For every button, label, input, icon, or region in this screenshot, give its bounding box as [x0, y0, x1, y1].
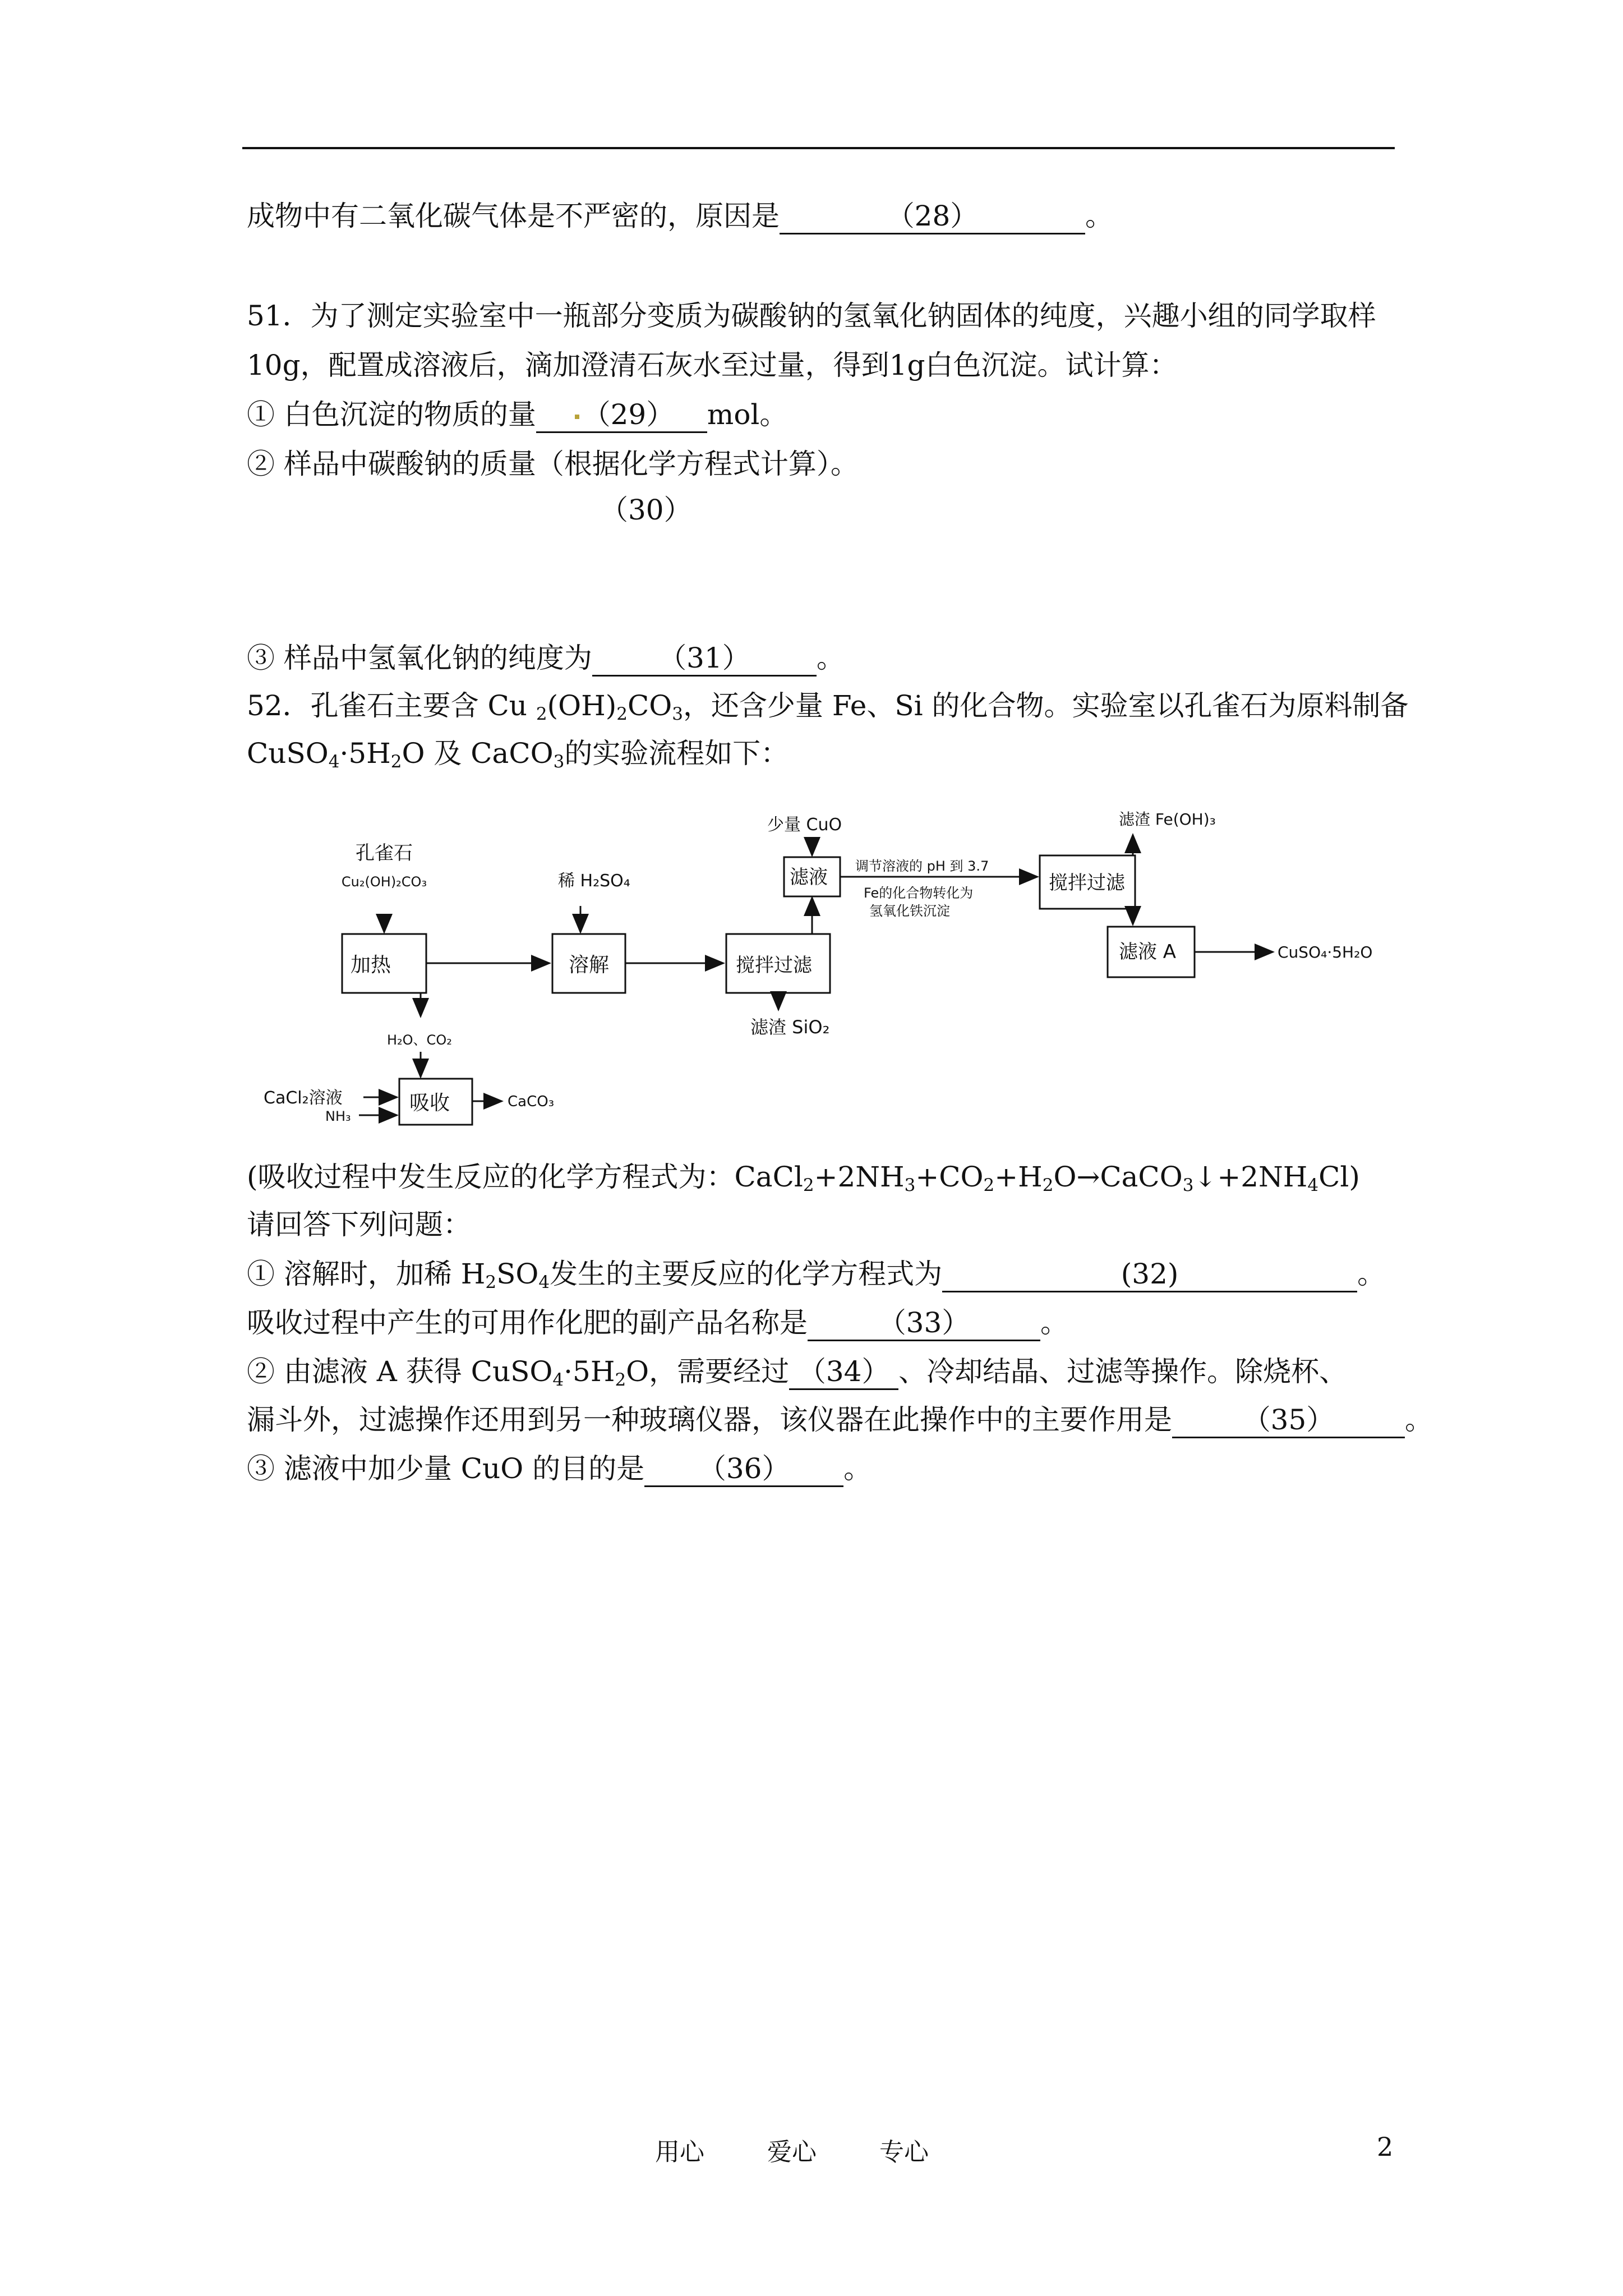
- flow-residue-sio2: 滤渣 SiO₂: [750, 1016, 830, 1038]
- flow-residue-feoh3: 滤渣 Fe(OH)₃: [1119, 810, 1216, 829]
- flow-product: CuSO₄·5H₂O: [1278, 943, 1373, 961]
- page-number: 2: [1377, 2132, 1394, 2162]
- footer-word-3: 专心: [879, 2138, 929, 2166]
- q51-intro-line1: 51．为了测定实验室中一瓶部分变质为碳酸钠的氢氧化钠固体的纯度，兴趣小组的同学取样: [247, 300, 1376, 332]
- stray-mark-dot: [575, 415, 579, 419]
- flow-fe-note1: Fe的化合物转化为: [864, 885, 974, 901]
- q50-tail-line: 成物中有二氧化碳气体是不严密的，原因是 （28） 。: [247, 197, 1113, 234]
- q52-prompt: 请回答下列问题：: [247, 1208, 471, 1241]
- footer-word-1: 用心: [655, 2138, 704, 2166]
- absorption-equation: (吸收过程中发生反应的化学方程式为：$CaCl_2+2NH_3+CO_2+H_2O\to CaCO_3↓+2NH_4Cl$): [247, 1161, 1360, 1195]
- answer-blank-34[interactable]: （34）: [789, 1355, 898, 1390]
- flow-box-filtrate-a: 滤液 A: [1119, 941, 1177, 963]
- q52-part2b: 漏斗外，过滤操作还用到另一种玻璃仪器，该仪器在此操作中的主要作用是 （35） 。: [247, 1401, 1433, 1438]
- q51-part3: ③ 样品中氢氧化钠的纯度为 （31） 。: [247, 639, 845, 677]
- flow-raw-formula: Cu₂(OH)₂CO₃: [341, 874, 427, 890]
- q51-part2: ② 样品中碳酸钠的质量（根据化学方程式计算）。: [247, 448, 859, 480]
- answer-area-30[interactable]: （30）: [600, 494, 692, 526]
- answer-blank-31[interactable]: （31）: [592, 641, 817, 677]
- q51-intro-line2: 10g，配置成溶液后，滴加澄清石灰水至过量，得到1g白色沉淀。试计算：: [247, 349, 1178, 381]
- flow-nh3: NH₃: [325, 1108, 351, 1124]
- flow-acid: 稀 H₂SO₄: [558, 871, 630, 891]
- flow-adjust-ph: 调节溶液的 pH 到 3.7: [855, 858, 989, 874]
- q52-part1b: 吸收过程中产生的可用作化肥的副产品名称是 （33） 。: [247, 1304, 1068, 1341]
- answer-blank-28[interactable]: （28）: [780, 199, 1085, 234]
- q52-intro-line1: 52．孔雀石主要含 Cu $_2(OH)_2CO_3$，还含少量 Fe、Si 的化合物。实验室以孔雀石为原料制备: [247, 689, 1409, 724]
- answer-blank-35[interactable]: （35）: [1172, 1403, 1405, 1438]
- flow-box-heat: 加热: [351, 954, 391, 977]
- q52-part1: ① 溶解时，加稀 $H_2SO_4$发生的主要反应的化学方程式为 (32) 。: [247, 1258, 1386, 1292]
- flow-caco3: CaCO₃: [508, 1093, 555, 1110]
- q52-part3: ③ 滤液中加少量 CuO 的目的是 （36） 。: [247, 1450, 872, 1487]
- flow-fe-note2: 氢氧化铁沉淀: [869, 903, 950, 919]
- q51-part1: ① 白色沉淀的物质的量 （29） mol。: [247, 396, 787, 433]
- flow-box-absorb: 吸收: [409, 1092, 450, 1115]
- flow-box-filter2: 搅拌过滤: [1049, 872, 1125, 894]
- answer-blank-32[interactable]: (32): [942, 1257, 1357, 1292]
- q52-intro-line2: $CuSO_4\cdot 5H_2O$ 及 CaCO$_3$的实验流程如下：: [247, 737, 789, 772]
- process-flow-diagram: [247, 785, 1402, 1144]
- q50-tail-text: 成物中有二氧化碳气体是不严密的，原因是: [247, 200, 780, 232]
- flow-cacl2: CaCl₂溶液: [264, 1088, 343, 1108]
- footer-word-2: 爱心: [767, 2138, 817, 2166]
- flow-gas: H₂O、CO₂: [387, 1032, 452, 1048]
- flow-box-dissolve: 溶解: [569, 954, 610, 977]
- answer-blank-33[interactable]: （33）: [808, 1306, 1040, 1341]
- flow-raw-label: 孔雀石: [356, 842, 413, 864]
- answer-blank-29[interactable]: （29）: [536, 398, 707, 433]
- flow-box-filtrate: 滤液: [790, 866, 828, 889]
- header-rule: [242, 147, 1395, 149]
- q52-part2: ② 由滤液 A 获得 $CuSO_4\cdot 5H_2O$，需要经过 （34） 、冷却结晶、过滤等操作。除烧杯、: [247, 1355, 1348, 1390]
- answer-blank-36[interactable]: （36）: [644, 1452, 843, 1487]
- flow-box-filter1: 搅拌过滤: [736, 954, 812, 977]
- flow-add-cuo: 少量 CuO: [767, 815, 842, 835]
